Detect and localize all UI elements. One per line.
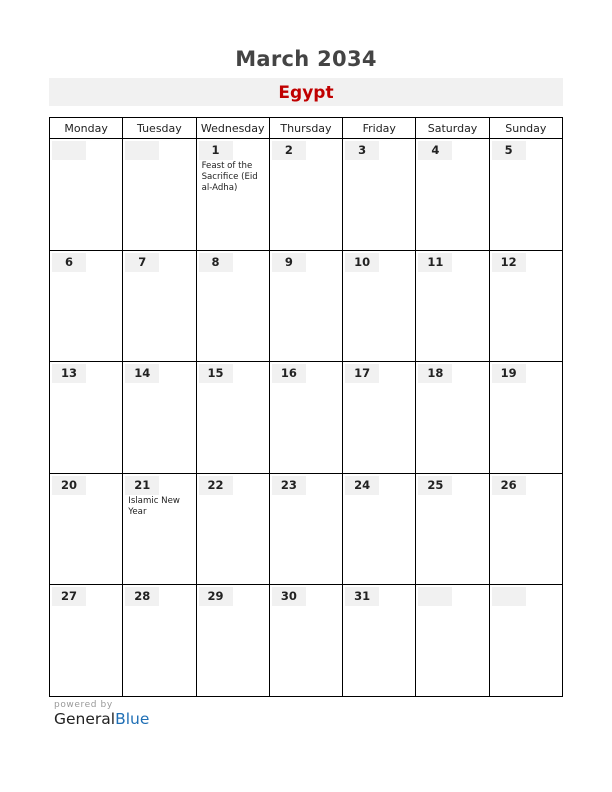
date-box: [52, 253, 86, 272]
day-cell: [50, 474, 123, 585]
day-cell: [343, 251, 416, 362]
date-number: 2: [284, 143, 293, 157]
date-number: 5: [504, 143, 513, 157]
date-number: 20: [60, 477, 77, 492]
date-box: [199, 253, 233, 272]
date-box: [199, 587, 233, 606]
holiday-label: Islamic New Year: [128, 495, 180, 517]
day-cell: [416, 251, 489, 362]
date-number: 1: [211, 143, 220, 157]
day-cell: [490, 251, 562, 362]
date-box: [418, 364, 452, 383]
week-row: [50, 362, 562, 474]
date-box: [418, 253, 452, 272]
date-box: [52, 141, 86, 160]
weekday-tuesday: Tuesday: [123, 118, 196, 138]
date-number: 21: [134, 477, 151, 492]
page-title: March 2034: [235, 47, 377, 71]
day-cell: [197, 251, 270, 362]
date-number: 4: [431, 143, 440, 157]
day-cell: [270, 474, 343, 585]
date-box: [345, 587, 379, 606]
day-cell: [416, 585, 489, 697]
date-number: 28: [134, 589, 151, 604]
date-number: 3: [358, 143, 367, 157]
date-box: [345, 141, 379, 160]
weekday-monday: Monday: [50, 118, 123, 138]
weekday-wednesday: Wednesday: [197, 118, 270, 138]
week-row: [50, 251, 562, 363]
date-number: 24: [354, 477, 371, 492]
date-box: [418, 587, 452, 606]
day-cell: [50, 139, 123, 250]
day-cell: [490, 139, 562, 250]
day-cell: [123, 362, 196, 473]
date-box: [492, 253, 526, 272]
date-number: 16: [280, 366, 297, 381]
date-number: 23: [280, 477, 297, 492]
date-box: [492, 587, 526, 606]
day-cell: [123, 585, 196, 697]
weekday-friday: Friday: [343, 118, 416, 138]
date-box: [272, 476, 306, 495]
day-cell: [270, 362, 343, 473]
calendar-grid: [49, 117, 563, 697]
day-cell: [416, 474, 489, 585]
day-cell: [50, 585, 123, 697]
date-box: [272, 141, 306, 160]
date-box: [199, 364, 233, 383]
date-number: 17: [354, 366, 371, 381]
brand-logo: [54, 710, 149, 728]
date-number: 27: [60, 589, 77, 604]
date-number: 7: [138, 254, 147, 269]
date-box: [272, 364, 306, 383]
date-number: 12: [500, 254, 517, 269]
day-cell: [123, 139, 196, 250]
date-number: 13: [60, 366, 77, 381]
week-row: [50, 585, 562, 697]
date-box: [418, 476, 452, 495]
weeks-container: [50, 139, 562, 697]
weekday-saturday: Saturday: [416, 118, 489, 138]
powered-by-text: powered by: [54, 700, 113, 710]
date-number: 30: [280, 589, 297, 604]
date-box: [52, 364, 86, 383]
weekday-sunday: Sunday: [505, 122, 547, 135]
date-number: 10: [354, 254, 371, 269]
day-cell: [270, 139, 343, 250]
day-cell: [197, 474, 270, 585]
day-cell: [416, 139, 489, 250]
country-band: [49, 78, 563, 106]
date-box: [492, 141, 526, 160]
date-number: 31: [354, 589, 371, 604]
day-cell: [50, 362, 123, 473]
day-cell: [343, 139, 416, 250]
date-box: [125, 141, 159, 160]
week-row: [50, 474, 562, 586]
day-cell: [197, 585, 270, 697]
day-cell: [270, 585, 343, 697]
date-box: [272, 253, 306, 272]
date-number: 25: [427, 477, 444, 492]
date-box: [199, 476, 233, 495]
date-box: [492, 364, 526, 383]
date-box: [125, 476, 159, 495]
day-cell: [343, 362, 416, 473]
date-box: [345, 476, 379, 495]
weekday-header-row: [50, 118, 562, 139]
date-box: [418, 141, 452, 160]
date-box: [345, 364, 379, 383]
day-cell: [123, 474, 196, 585]
date-number: 15: [207, 366, 224, 381]
date-box: [125, 364, 159, 383]
date-number: 18: [427, 366, 444, 381]
day-cell: [490, 362, 562, 473]
date-number: 26: [500, 477, 517, 492]
brand-logo-blue: Blue: [115, 710, 150, 728]
day-cell: [416, 362, 489, 473]
date-box: [52, 476, 86, 495]
date-number: 9: [284, 254, 293, 269]
date-box: [272, 587, 306, 606]
date-number: 8: [211, 254, 220, 269]
date-number: 11: [427, 254, 444, 269]
date-box: [199, 141, 233, 160]
date-box: [492, 476, 526, 495]
day-cell: [270, 251, 343, 362]
holiday-label: Feast of the Sacrifice (Eid al-Adha): [201, 161, 258, 193]
weekday-thursday: Thursday: [270, 118, 343, 138]
week-row: [50, 139, 562, 251]
date-box: [345, 253, 379, 272]
day-cell: [197, 139, 270, 250]
day-cell: [123, 251, 196, 362]
date-number: 6: [64, 254, 73, 269]
country-name: Egypt: [278, 83, 334, 103]
date-number: 29: [207, 589, 224, 604]
day-cell: [490, 585, 562, 697]
date-box: [125, 253, 159, 272]
date-number: 22: [207, 477, 224, 492]
footer-branding: [54, 700, 149, 728]
brand-logo-general: General: [54, 710, 116, 728]
day-cell: [343, 585, 416, 697]
day-cell: [50, 251, 123, 362]
date-box: [52, 587, 86, 606]
day-cell: [343, 474, 416, 585]
day-cell: [490, 474, 562, 585]
date-box: [125, 587, 159, 606]
day-cell: [197, 362, 270, 473]
date-number: 14: [134, 366, 151, 381]
date-number: 19: [500, 366, 517, 381]
